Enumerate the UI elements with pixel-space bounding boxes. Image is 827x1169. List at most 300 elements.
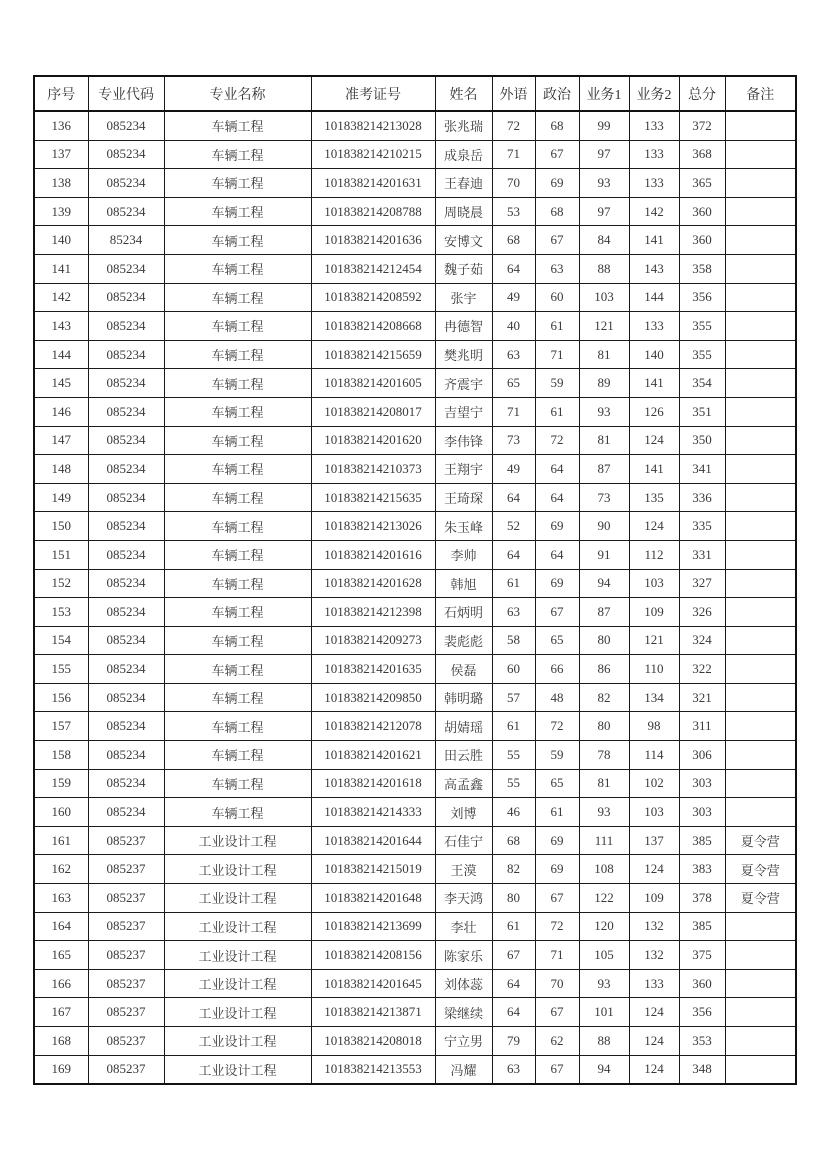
table-cell: 311 bbox=[679, 712, 725, 741]
table-cell: 64 bbox=[492, 969, 535, 998]
table-cell: 102 bbox=[629, 769, 679, 798]
table-cell: 322 bbox=[679, 655, 725, 684]
table-cell: 刘博 bbox=[435, 798, 492, 827]
table-row bbox=[34, 369, 796, 398]
table-cell: 夏令营 bbox=[725, 884, 796, 913]
table-cell: 101838214208017 bbox=[311, 397, 435, 426]
table-cell: 72 bbox=[535, 426, 579, 455]
table-cell: 57 bbox=[492, 683, 535, 712]
header-row bbox=[34, 76, 796, 111]
table-cell: 王翔宇 bbox=[435, 455, 492, 484]
table-body bbox=[34, 111, 796, 1084]
table-row bbox=[34, 197, 796, 226]
table-cell: 085234 bbox=[88, 340, 164, 369]
table-cell: 160 bbox=[34, 798, 88, 827]
table-cell: 321 bbox=[679, 683, 725, 712]
table-cell: 70 bbox=[492, 169, 535, 198]
table-cell: 101838214214333 bbox=[311, 798, 435, 827]
table-cell: 张宇 bbox=[435, 283, 492, 312]
table-cell: 132 bbox=[629, 912, 679, 941]
table-cell: 111 bbox=[579, 826, 629, 855]
table-cell: 车辆工程 bbox=[164, 741, 311, 770]
table-cell: 吉望宁 bbox=[435, 397, 492, 426]
table-cell: 49 bbox=[492, 455, 535, 484]
table-cell: 385 bbox=[679, 912, 725, 941]
table-cell bbox=[725, 312, 796, 341]
table-cell: 124 bbox=[629, 855, 679, 884]
table-cell: 148 bbox=[34, 455, 88, 484]
table-cell: 79 bbox=[492, 1027, 535, 1056]
table-cell: 71 bbox=[535, 340, 579, 369]
table-cell: 169 bbox=[34, 1055, 88, 1084]
table-cell: 车辆工程 bbox=[164, 626, 311, 655]
table-cell: 69 bbox=[535, 512, 579, 541]
table-cell bbox=[725, 741, 796, 770]
table-cell: 124 bbox=[629, 512, 679, 541]
table-cell: 工业设计工程 bbox=[164, 1027, 311, 1056]
table-cell: 71 bbox=[492, 140, 535, 169]
table-cell: 夏令营 bbox=[725, 826, 796, 855]
table-cell: 101 bbox=[579, 998, 629, 1027]
table-cell: 126 bbox=[629, 397, 679, 426]
table-cell: 工业设计工程 bbox=[164, 884, 311, 913]
table-cell: 80 bbox=[579, 712, 629, 741]
table-cell: 67 bbox=[535, 884, 579, 913]
table-cell: 101838214212454 bbox=[311, 254, 435, 283]
table-cell: 67 bbox=[535, 140, 579, 169]
table-cell: 085234 bbox=[88, 483, 164, 512]
table-cell: 52 bbox=[492, 512, 535, 541]
table-cell: 68 bbox=[492, 226, 535, 255]
table-cell: 124 bbox=[629, 1027, 679, 1056]
table-cell: 163 bbox=[34, 884, 88, 913]
table-cell: 94 bbox=[579, 569, 629, 598]
table-cell: 69 bbox=[535, 855, 579, 884]
table-cell: 64 bbox=[492, 483, 535, 512]
table-row bbox=[34, 969, 796, 998]
table-row bbox=[34, 884, 796, 913]
table-cell: 王琦琛 bbox=[435, 483, 492, 512]
table-cell: 成泉岳 bbox=[435, 140, 492, 169]
table-cell: 133 bbox=[629, 169, 679, 198]
table-cell: 93 bbox=[579, 397, 629, 426]
table-cell: 59 bbox=[535, 369, 579, 398]
table-cell: 裴彪彪 bbox=[435, 626, 492, 655]
table-cell bbox=[725, 1027, 796, 1056]
table-cell: 67 bbox=[535, 598, 579, 627]
table-cell: 46 bbox=[492, 798, 535, 827]
table-cell: 59 bbox=[535, 741, 579, 770]
table-row bbox=[34, 512, 796, 541]
table-cell: 085234 bbox=[88, 741, 164, 770]
table-cell: 周晓晨 bbox=[435, 197, 492, 226]
table-cell: 87 bbox=[579, 455, 629, 484]
table-cell: 140 bbox=[629, 340, 679, 369]
table-cell: 安博文 bbox=[435, 226, 492, 255]
table-cell: 142 bbox=[34, 283, 88, 312]
table-cell: 306 bbox=[679, 741, 725, 770]
table-cell: 141 bbox=[629, 369, 679, 398]
table-cell: 88 bbox=[579, 254, 629, 283]
table-row bbox=[34, 1055, 796, 1084]
table-row bbox=[34, 712, 796, 741]
col-header-subject1: 业务1 bbox=[579, 76, 629, 111]
table-cell: 378 bbox=[679, 884, 725, 913]
table-cell bbox=[725, 626, 796, 655]
table-cell: 冉德智 bbox=[435, 312, 492, 341]
table-cell: 61 bbox=[492, 712, 535, 741]
table-cell: 98 bbox=[629, 712, 679, 741]
table-cell: 368 bbox=[679, 140, 725, 169]
table-cell: 90 bbox=[579, 512, 629, 541]
table-cell: 140 bbox=[34, 226, 88, 255]
table-cell: 135 bbox=[629, 483, 679, 512]
table-cell bbox=[725, 254, 796, 283]
table-cell: 78 bbox=[579, 741, 629, 770]
table-cell: 王漠 bbox=[435, 855, 492, 884]
table-cell: 101838214201636 bbox=[311, 226, 435, 255]
table-cell bbox=[725, 798, 796, 827]
table-cell: 145 bbox=[34, 369, 88, 398]
table-row bbox=[34, 855, 796, 884]
table-cell: 365 bbox=[679, 169, 725, 198]
table-cell: 87 bbox=[579, 598, 629, 627]
table-cell: 133 bbox=[629, 140, 679, 169]
table-cell: 355 bbox=[679, 340, 725, 369]
table-cell: 108 bbox=[579, 855, 629, 884]
table-cell: 101838214213028 bbox=[311, 111, 435, 140]
table-row bbox=[34, 1027, 796, 1056]
table-cell: 109 bbox=[629, 598, 679, 627]
table-cell: 夏令营 bbox=[725, 855, 796, 884]
table-cell: 61 bbox=[535, 798, 579, 827]
table-cell: 车辆工程 bbox=[164, 140, 311, 169]
table-row bbox=[34, 683, 796, 712]
table-cell: 101838214213026 bbox=[311, 512, 435, 541]
table-cell: 91 bbox=[579, 540, 629, 569]
table-cell: 55 bbox=[492, 769, 535, 798]
table-cell: 085234 bbox=[88, 683, 164, 712]
table-cell: 88 bbox=[579, 1027, 629, 1056]
table-cell: 085234 bbox=[88, 712, 164, 741]
table-cell: 李伟锋 bbox=[435, 426, 492, 455]
table-cell: 车辆工程 bbox=[164, 254, 311, 283]
table-cell: 101838214201631 bbox=[311, 169, 435, 198]
table-cell bbox=[725, 512, 796, 541]
table-cell: 085234 bbox=[88, 397, 164, 426]
table-cell: 101838214213871 bbox=[311, 998, 435, 1027]
table-cell: 81 bbox=[579, 426, 629, 455]
table-cell: 86 bbox=[579, 655, 629, 684]
table-cell: 101838214201628 bbox=[311, 569, 435, 598]
table-cell: 143 bbox=[34, 312, 88, 341]
table-cell: 101838214210215 bbox=[311, 140, 435, 169]
table-cell: 085234 bbox=[88, 369, 164, 398]
table-cell: 99 bbox=[579, 111, 629, 140]
table-cell bbox=[725, 912, 796, 941]
table-cell: 车辆工程 bbox=[164, 197, 311, 226]
table-cell: 93 bbox=[579, 798, 629, 827]
col-header-index: 序号 bbox=[34, 76, 88, 111]
table-row bbox=[34, 340, 796, 369]
table-cell: 68 bbox=[535, 111, 579, 140]
table-cell: 085234 bbox=[88, 426, 164, 455]
table-row bbox=[34, 826, 796, 855]
table-cell: 085234 bbox=[88, 655, 164, 684]
table-cell: 李帅 bbox=[435, 540, 492, 569]
table-cell: 085234 bbox=[88, 540, 164, 569]
table-cell: 101838214215019 bbox=[311, 855, 435, 884]
table-cell: 车辆工程 bbox=[164, 426, 311, 455]
table-cell: 车辆工程 bbox=[164, 512, 311, 541]
table-row bbox=[34, 226, 796, 255]
table-cell bbox=[725, 169, 796, 198]
table-cell: 石炳明 bbox=[435, 598, 492, 627]
table-cell: 375 bbox=[679, 941, 725, 970]
table-cell: 81 bbox=[579, 340, 629, 369]
table-cell: 车辆工程 bbox=[164, 683, 311, 712]
table-cell: 133 bbox=[629, 969, 679, 998]
table-row bbox=[34, 111, 796, 140]
table-cell: 085234 bbox=[88, 569, 164, 598]
table-cell: 121 bbox=[579, 312, 629, 341]
table-row bbox=[34, 397, 796, 426]
table-cell: 85234 bbox=[88, 226, 164, 255]
table-cell: 89 bbox=[579, 369, 629, 398]
table-cell: 车辆工程 bbox=[164, 340, 311, 369]
table-cell: 48 bbox=[535, 683, 579, 712]
table-cell: 80 bbox=[579, 626, 629, 655]
table-cell: 64 bbox=[535, 483, 579, 512]
table-cell: 李壮 bbox=[435, 912, 492, 941]
table-cell: 085237 bbox=[88, 1055, 164, 1084]
table-cell: 124 bbox=[629, 998, 679, 1027]
table-cell: 327 bbox=[679, 569, 725, 598]
table-cell: 82 bbox=[579, 683, 629, 712]
table-cell: 工业设计工程 bbox=[164, 912, 311, 941]
table-cell: 田云胜 bbox=[435, 741, 492, 770]
table-cell: 72 bbox=[492, 111, 535, 140]
table-cell: 张兆瑞 bbox=[435, 111, 492, 140]
table-cell: 383 bbox=[679, 855, 725, 884]
table-cell: 64 bbox=[492, 998, 535, 1027]
table-cell: 353 bbox=[679, 1027, 725, 1056]
table-cell bbox=[725, 397, 796, 426]
table-cell: 101838214213699 bbox=[311, 912, 435, 941]
table-row bbox=[34, 455, 796, 484]
table-row bbox=[34, 598, 796, 627]
table-cell: 101838214210373 bbox=[311, 455, 435, 484]
table-cell: 67 bbox=[535, 1055, 579, 1084]
table-cell: 63 bbox=[492, 598, 535, 627]
table-row bbox=[34, 140, 796, 169]
table-cell: 侯磊 bbox=[435, 655, 492, 684]
table-row bbox=[34, 798, 796, 827]
table-cell: 360 bbox=[679, 197, 725, 226]
table-cell: 085237 bbox=[88, 998, 164, 1027]
table-cell: 82 bbox=[492, 855, 535, 884]
table-cell: 68 bbox=[535, 197, 579, 226]
table-cell: 159 bbox=[34, 769, 88, 798]
col-header-foreign-language: 外语 bbox=[492, 76, 535, 111]
table-cell bbox=[725, 683, 796, 712]
table-cell: 165 bbox=[34, 941, 88, 970]
table-cell: 61 bbox=[492, 569, 535, 598]
table-cell: 69 bbox=[535, 169, 579, 198]
table-cell: 朱玉峰 bbox=[435, 512, 492, 541]
table-cell: 085234 bbox=[88, 512, 164, 541]
table-cell: 360 bbox=[679, 969, 725, 998]
table-cell bbox=[725, 998, 796, 1027]
table-cell: 110 bbox=[629, 655, 679, 684]
table-cell: 103 bbox=[579, 283, 629, 312]
table-cell: 101838214201648 bbox=[311, 884, 435, 913]
table-cell: 161 bbox=[34, 826, 88, 855]
table-cell: 157 bbox=[34, 712, 88, 741]
table-cell: 魏子茹 bbox=[435, 254, 492, 283]
table-cell bbox=[725, 569, 796, 598]
table-cell: 61 bbox=[535, 397, 579, 426]
table-cell: 65 bbox=[535, 626, 579, 655]
table-cell: 车辆工程 bbox=[164, 598, 311, 627]
table-cell: 101838214208592 bbox=[311, 283, 435, 312]
table-cell: 车辆工程 bbox=[164, 455, 311, 484]
col-header-politics: 政治 bbox=[535, 76, 579, 111]
table-cell: 工业设计工程 bbox=[164, 1055, 311, 1084]
table-cell: 97 bbox=[579, 197, 629, 226]
table-cell bbox=[725, 941, 796, 970]
table-row bbox=[34, 169, 796, 198]
col-header-major-code: 专业代码 bbox=[88, 76, 164, 111]
table-cell: 144 bbox=[629, 283, 679, 312]
table-cell: 53 bbox=[492, 197, 535, 226]
table-cell: 085237 bbox=[88, 855, 164, 884]
table-cell: 60 bbox=[535, 283, 579, 312]
table-cell: 101838214208018 bbox=[311, 1027, 435, 1056]
table-cell: 134 bbox=[629, 683, 679, 712]
table-cell: 142 bbox=[629, 197, 679, 226]
table-cell: 136 bbox=[34, 111, 88, 140]
table-cell: 324 bbox=[679, 626, 725, 655]
score-table bbox=[33, 75, 797, 1085]
table-cell: 车辆工程 bbox=[164, 169, 311, 198]
table-row bbox=[34, 655, 796, 684]
table-cell: 101838214215635 bbox=[311, 483, 435, 512]
table-cell: 车辆工程 bbox=[164, 655, 311, 684]
table-row bbox=[34, 426, 796, 455]
table-cell: 150 bbox=[34, 512, 88, 541]
table-cell: 齐震宇 bbox=[435, 369, 492, 398]
table-cell: 69 bbox=[535, 826, 579, 855]
table-cell: 101838214208668 bbox=[311, 312, 435, 341]
table-cell: 车辆工程 bbox=[164, 483, 311, 512]
table-cell: 70 bbox=[535, 969, 579, 998]
table-cell bbox=[725, 712, 796, 741]
table-cell bbox=[725, 226, 796, 255]
table-cell: 085237 bbox=[88, 826, 164, 855]
table-cell: 车辆工程 bbox=[164, 769, 311, 798]
table-cell: 刘体蕊 bbox=[435, 969, 492, 998]
table-cell: 64 bbox=[535, 540, 579, 569]
table-cell: 155 bbox=[34, 655, 88, 684]
table-cell: 326 bbox=[679, 598, 725, 627]
table-cell: 胡婧瑶 bbox=[435, 712, 492, 741]
table-row bbox=[34, 626, 796, 655]
table-cell: 124 bbox=[629, 1055, 679, 1084]
table-cell: 101838214201616 bbox=[311, 540, 435, 569]
table-cell: 韩旭 bbox=[435, 569, 492, 598]
table-cell: 303 bbox=[679, 769, 725, 798]
table-cell: 72 bbox=[535, 712, 579, 741]
table-cell: 152 bbox=[34, 569, 88, 598]
table-row bbox=[34, 912, 796, 941]
table-cell: 348 bbox=[679, 1055, 725, 1084]
table-cell: 085234 bbox=[88, 626, 164, 655]
table-cell: 车辆工程 bbox=[164, 540, 311, 569]
table-cell: 341 bbox=[679, 455, 725, 484]
table-cell: 65 bbox=[535, 769, 579, 798]
table-cell: 101838214209850 bbox=[311, 683, 435, 712]
table-cell: 085234 bbox=[88, 140, 164, 169]
table-cell: 085234 bbox=[88, 769, 164, 798]
table-cell bbox=[725, 655, 796, 684]
table-cell: 93 bbox=[579, 169, 629, 198]
table-cell: 356 bbox=[679, 283, 725, 312]
table-cell: 车辆工程 bbox=[164, 569, 311, 598]
table-cell: 085234 bbox=[88, 169, 164, 198]
table-cell: 156 bbox=[34, 683, 88, 712]
table-cell: 韩明璐 bbox=[435, 683, 492, 712]
table-row bbox=[34, 998, 796, 1027]
table-cell: 工业设计工程 bbox=[164, 969, 311, 998]
table-cell bbox=[725, 455, 796, 484]
table-cell bbox=[725, 426, 796, 455]
table-cell: 车辆工程 bbox=[164, 283, 311, 312]
table-cell: 137 bbox=[629, 826, 679, 855]
table-cell: 147 bbox=[34, 426, 88, 455]
table-cell: 94 bbox=[579, 1055, 629, 1084]
table-cell bbox=[725, 969, 796, 998]
table-cell: 工业设计工程 bbox=[164, 855, 311, 884]
table-cell bbox=[725, 111, 796, 140]
table-cell: 162 bbox=[34, 855, 88, 884]
table-cell: 143 bbox=[629, 254, 679, 283]
table-cell: 63 bbox=[535, 254, 579, 283]
table-cell: 80 bbox=[492, 884, 535, 913]
table-cell: 085237 bbox=[88, 1027, 164, 1056]
table-cell bbox=[725, 769, 796, 798]
col-header-name: 姓名 bbox=[435, 76, 492, 111]
table-row bbox=[34, 769, 796, 798]
table-cell: 樊兆明 bbox=[435, 340, 492, 369]
table-cell: 132 bbox=[629, 941, 679, 970]
table-cell: 114 bbox=[629, 741, 679, 770]
table-cell: 101838214201645 bbox=[311, 969, 435, 998]
table-cell: 153 bbox=[34, 598, 88, 627]
table-cell: 61 bbox=[535, 312, 579, 341]
table-row bbox=[34, 540, 796, 569]
table-cell: 149 bbox=[34, 483, 88, 512]
table-cell: 112 bbox=[629, 540, 679, 569]
table-cell: 车辆工程 bbox=[164, 712, 311, 741]
table-cell: 93 bbox=[579, 969, 629, 998]
table-cell: 李天鸿 bbox=[435, 884, 492, 913]
col-header-remarks: 备注 bbox=[725, 76, 796, 111]
table-cell: 085234 bbox=[88, 111, 164, 140]
table-cell bbox=[725, 483, 796, 512]
table-cell: 168 bbox=[34, 1027, 88, 1056]
table-cell: 103 bbox=[629, 798, 679, 827]
